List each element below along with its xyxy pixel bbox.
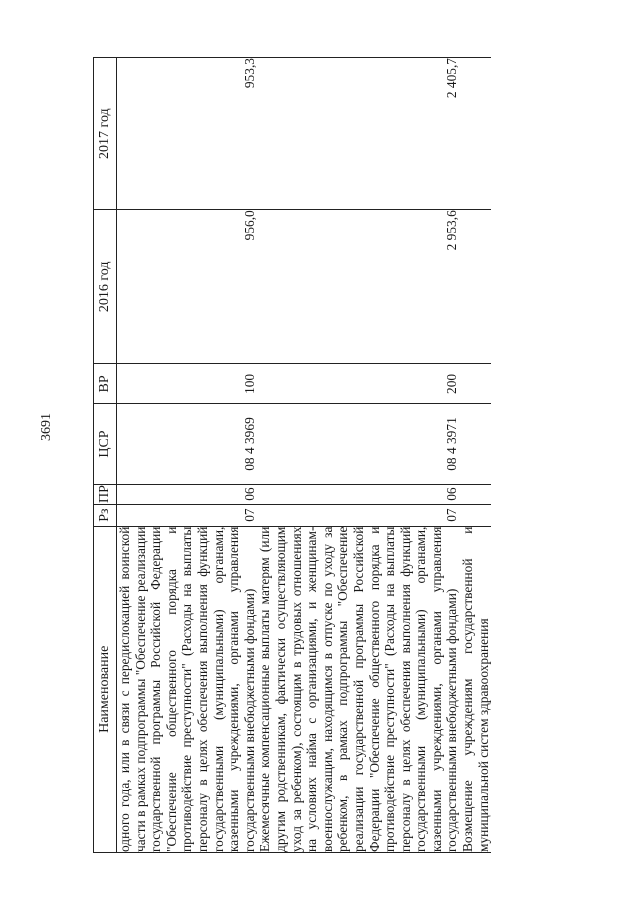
rotated-page-content — [93, 57, 601, 853]
row-value-2017: 2 405,7 — [257, 58, 460, 210]
page-number: 3691 — [39, 413, 54, 441]
header-2016: 2016 год — [94, 210, 117, 364]
row-rz: 07 — [257, 504, 460, 526]
row-csr: 08 4 3971 — [257, 404, 460, 484]
row-name: Возмещение учреждениям государственной и муниципальной систем здравоохранения — [460, 526, 491, 852]
header-2017: 2017 год — [94, 58, 117, 210]
budget-table — [93, 57, 491, 853]
row-value-2016: 2 953,6 — [257, 210, 460, 364]
header-pr: ПР — [94, 484, 117, 504]
row-value-2017: 953,3 — [117, 58, 258, 210]
header-name: Наименование — [94, 526, 117, 852]
row-pr — [460, 484, 491, 504]
row-rz — [460, 504, 491, 526]
row-rz: 07 — [117, 504, 258, 526]
row-value-2016 — [460, 210, 491, 364]
table-row — [257, 58, 460, 853]
header-vr: ВР — [94, 364, 117, 404]
row-csr — [460, 404, 491, 484]
row-name: одного года, или в связи с передислокацией воинской части в рамках подпрограммы "Обеспечение реализации государственной программы Российской Федерации "Обеспечение общественного порядка и противодействие преступности" (Расходы на выплаты персоналу в целях обеспечения выполнения функций государственными (муниципальными) органами, казенными учреждениями, органами управления государственными внебюджетными фондами) — [117, 526, 257, 852]
row-vr: 200 — [257, 364, 460, 404]
row-pr: 06 — [117, 484, 258, 504]
row-value-2016: 956,0 — [117, 210, 258, 364]
table-header-row — [94, 58, 117, 853]
row-vr: 100 — [117, 364, 258, 404]
row-csr: 08 4 3969 — [117, 404, 258, 484]
row-value-2017 — [460, 58, 491, 210]
row-vr — [460, 364, 491, 404]
table-row — [460, 58, 491, 853]
row-pr: 06 — [257, 484, 460, 504]
header-csr: ЦСР — [94, 404, 117, 484]
table-row — [117, 58, 258, 853]
header-rz: Рз — [94, 504, 117, 526]
row-name: Ежемесячные компенсационные выплаты матерям (или другим родственникам, фактически осуществляющим уход за ребенком), состоящим в трудовых отношениях на условиях найма с организациями, и женщинам-военнослужащим, находящимся в отпуске по уходу за ребенком, в рамках подпрограммы "Обеспечение реализации государственной программы Российской Федерации "Обеспечение общественного порядка и противодействие преступности" (Расходы на выплаты персоналу в целях обеспечения выполнения функций государственными (муниципальными) органами, казенными учреждениями, органами управления государственными внебюджетными фондами) — [257, 526, 460, 852]
